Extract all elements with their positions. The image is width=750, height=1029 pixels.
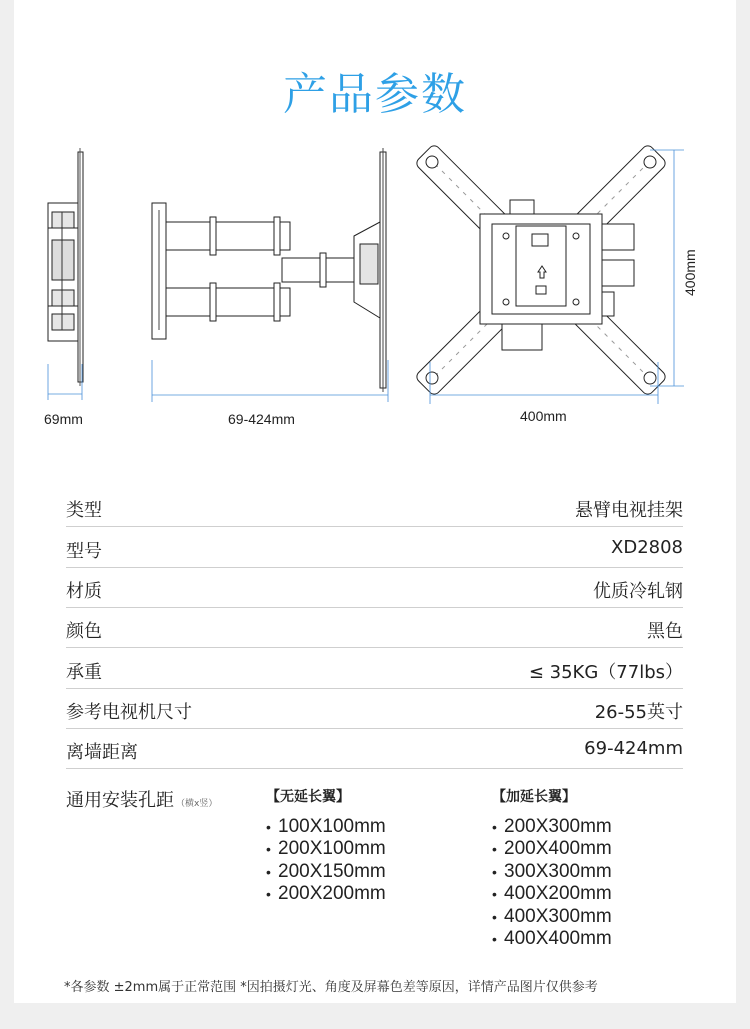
spec-key: 类型 xyxy=(66,500,102,521)
spec-row-color xyxy=(66,607,683,648)
list-item: • 200X400mm xyxy=(492,838,612,860)
spec-row-material xyxy=(66,567,683,608)
dim-label-width: 400mm xyxy=(520,408,567,424)
spec-row-model xyxy=(66,527,683,568)
spec-row-tv-size xyxy=(66,688,683,729)
side-view-collapsed xyxy=(48,148,83,386)
list-item: • 400X200mm xyxy=(492,883,612,905)
side-view-extended xyxy=(152,148,386,392)
no-extension-list xyxy=(266,816,386,906)
spec-value: 26-55英寸 xyxy=(594,702,683,723)
list-item: • 200X150mm xyxy=(266,860,386,882)
mount-label-text: 通用安装孔距 xyxy=(66,790,174,811)
dim-label-depth-min: 69mm xyxy=(44,411,83,427)
list-item: • 200X100mm xyxy=(266,838,386,860)
list-item: • 400X300mm xyxy=(492,905,612,927)
spec-value: 优质冷轧钢 xyxy=(593,581,683,602)
spec-key: 材质 xyxy=(66,581,102,602)
spec-page xyxy=(14,0,736,1003)
spec-value: 悬臂电视挂架 xyxy=(575,500,683,521)
no-extension-column xyxy=(266,786,386,906)
with-extension-heading: 【加延长翼】 xyxy=(492,789,576,805)
spec-key: 型号 xyxy=(66,541,102,562)
footnote: *各参数 ±2mm属于正常范围 *因拍摄灯光、角度及屏幕色差等原因，详情产品图片仅供参考 xyxy=(64,980,598,995)
dim-label-height: 400mm xyxy=(682,249,698,296)
page-title: 产品参数 xyxy=(283,69,467,120)
product-diagram xyxy=(14,0,736,440)
mount-label xyxy=(66,786,217,812)
spec-value: 69-424mm xyxy=(584,738,683,759)
with-extension-list xyxy=(492,816,612,950)
spec-value: XD2808 xyxy=(611,537,683,558)
list-item: • 400X400mm xyxy=(492,928,612,950)
spec-row-load xyxy=(66,648,683,689)
list-item: • 300X300mm xyxy=(492,860,612,882)
spec-key: 参考电视机尺寸 xyxy=(66,702,192,723)
spec-key: 离墙距离 xyxy=(66,742,138,763)
spec-row-wall-distance xyxy=(66,728,683,769)
spec-row-type xyxy=(66,486,683,527)
mount-label-note: （横x竖） xyxy=(176,799,218,809)
list-item: • 200X300mm xyxy=(492,816,612,837)
spec-value: 黑色 xyxy=(647,621,683,642)
front-view xyxy=(414,143,667,396)
spec-value: ≤ 35KG（77lbs） xyxy=(528,662,683,683)
no-extension-heading: 【无延长翼】 xyxy=(266,789,350,805)
spec-key: 承重 xyxy=(66,662,102,683)
with-extension-column xyxy=(492,786,612,950)
list-item: • 200X200mm xyxy=(266,883,386,905)
list-item: • 100X100mm xyxy=(266,816,386,837)
dim-label-depth-range: 69-424mm xyxy=(228,411,295,427)
spec-key: 颜色 xyxy=(66,621,102,642)
